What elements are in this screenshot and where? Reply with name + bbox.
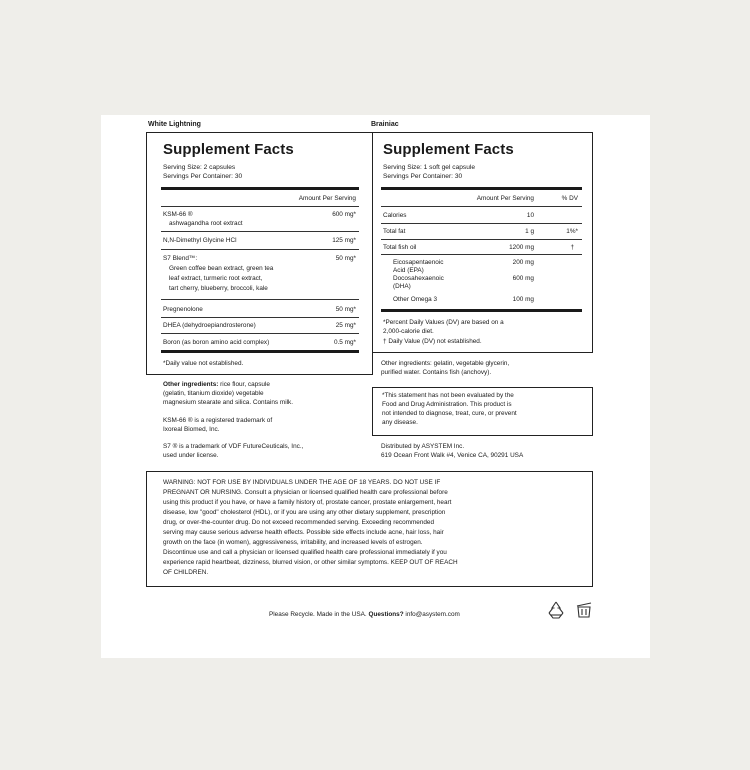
divider [381, 223, 582, 224]
right-serving-size: Serving Size: 1 soft gel capsule [383, 164, 475, 171]
row-amount: 25 mg* [335, 322, 356, 329]
row-name: KSM-66 ® [163, 211, 193, 218]
right-col-dv: % DV [561, 195, 578, 202]
row-name: DHEA (dehydroepiandrosterone) [163, 322, 256, 329]
distributor: Distributed by ASYSTEM Inc. [381, 443, 465, 450]
divider [161, 317, 359, 318]
divider [381, 187, 582, 190]
recycle-icon [545, 599, 567, 621]
text-line: not intended to diagnose, treat, cure, or prevent [382, 410, 517, 417]
divider [381, 254, 582, 255]
warning-line: growth on the face (in women), aggressiveness, irritability, and increased levels of estrogen. [163, 539, 423, 546]
left-serving-size: Serving Size: 2 capsules [163, 164, 236, 171]
row-name: Total fish oil [383, 244, 417, 251]
divider [161, 299, 359, 300]
warning-line: disease, low "good" cholesterol (HDL), or if you are using any other dietary supplement, prescription [163, 509, 446, 516]
left-product-name: White Lightning [148, 121, 201, 128]
row-name: N,N-Dimethyl Glycine HCl [163, 237, 237, 244]
row-name: Docosahexaenoic [393, 275, 444, 282]
warning-line: OF CHILDREN. [163, 569, 209, 576]
row-amount: 1 g [525, 228, 534, 235]
row-amount: 600 mg [512, 275, 534, 282]
left-servings-per-container: Servings Per Container: 30 [163, 173, 243, 180]
row-name: Acid (EPA) [393, 267, 424, 274]
left-other-ingredients [163, 381, 270, 390]
row-amount: 50 mg* [335, 255, 356, 262]
warning-line: serving may cause serious adverse health effects. Possible side effects include acne, hair loss, hair [163, 529, 444, 536]
row-name: leaf extract, turmeric root extract, [169, 275, 263, 282]
footer-email: info@asystem.com [403, 611, 460, 618]
divider [161, 249, 359, 250]
row-amount: 0.5 mg* [333, 339, 356, 346]
divider [161, 333, 359, 334]
row-amount: 50 mg* [335, 306, 356, 313]
left-column-header: Amount Per Serving [298, 195, 356, 202]
divider [381, 239, 582, 240]
row-name: Calories [383, 212, 407, 219]
row-amount: 600 mg* [332, 211, 356, 218]
right-other-ingredients: purified water. Contains fish (anchovy). [381, 369, 492, 376]
row-amount: 125 mg* [332, 237, 356, 244]
text-line: any disease. [382, 419, 418, 426]
text-line: S7 ® is a trademark of VDF FutureCeuticals, Inc., [163, 443, 304, 450]
fda-statement-box [372, 387, 593, 436]
distributor-address: 619 Ocean Front Walk #4, Venice CA, 90291 USA [381, 452, 524, 459]
left-facts-title: Supplement Facts [163, 141, 294, 158]
right-product-name: Brainiac [371, 121, 399, 128]
text-line: KSM-66 ® is a registered trademark of [163, 417, 273, 424]
warning-line: WARNING: NOT FOR USE BY INDIVIDUALS UNDER THE AGE OF 18 YEARS. DO NOT USE IF [163, 479, 441, 486]
row-name: Other Omega 3 [393, 296, 438, 303]
label-card [101, 115, 650, 658]
left-supplement-facts [146, 132, 373, 375]
text-line: magnesium stearate and silica. Contains milk. [163, 399, 294, 406]
row-name: tart cherry, blueberry, broccoli, kale [169, 285, 268, 292]
right-footnote: † Daily Value (DV) not established. [383, 338, 482, 345]
text-line: (gelatin, titanium dioxide) vegetable [163, 390, 264, 397]
row-name: Pregnenolone [163, 306, 203, 313]
row-amount: 200 mg [512, 259, 534, 266]
row-name: ashwagandha root extract [169, 220, 243, 227]
text-line: Ixoreal Biomed, Inc. [163, 426, 220, 433]
right-footnote: 2,000-calorie diet. [383, 328, 434, 335]
warning-line: Discontinue use and call a physician or licensed qualified health care professional immediately if you [163, 549, 447, 556]
row-amount: 100 mg [512, 296, 534, 303]
row-dv: † [570, 244, 574, 251]
warning-box [146, 471, 593, 587]
row-amount: 1200 mg [509, 244, 534, 251]
left-footnote: *Daily value not established. [163, 360, 244, 367]
warning-line: PREGNANT OR NURSING. Consult a physician or licensed qualified health care professional before [163, 489, 448, 496]
row-name: (DHA) [393, 283, 411, 290]
text-line: used under license. [163, 452, 219, 459]
warning-line: using this product if you have, or have a family history of, prostate cancer, prostate enlargement, heart [163, 499, 452, 506]
divider [161, 350, 359, 353]
divider [381, 309, 582, 312]
text-line: *This statement has not been evaluated by the [382, 392, 514, 399]
other-ingredients-label: Other ingredients: [163, 381, 219, 388]
right-footnote: *Percent Daily Values (DV) are based on a [383, 319, 504, 326]
row-name: Boron (as boron amino acid complex) [163, 339, 270, 346]
footer-recycle-text: Please Recycle. Made in the USA. [269, 611, 369, 618]
right-supplement-facts [372, 132, 593, 353]
footer-text [269, 611, 460, 620]
right-servings-per-container: Servings Per Container: 30 [383, 173, 463, 180]
divider [161, 187, 359, 190]
other-ingredients-text: rice flour, capsule [218, 381, 270, 388]
bin-icon [574, 601, 594, 619]
row-name: Green coffee bean extract, green tea [169, 265, 274, 272]
row-name: S7 Blend™: [163, 255, 198, 262]
right-col-amount: Amount Per Serving [476, 195, 534, 202]
text-line: Food and Drug Administration. This product is [382, 401, 512, 408]
row-dv: 1%* [566, 228, 578, 235]
row-amount: 10 [526, 212, 534, 219]
footer-questions: Questions? [368, 611, 404, 618]
row-name: Total fat [383, 228, 406, 235]
divider [381, 206, 582, 207]
right-other-ingredients: Other ingredients: gelatin, vegetable glycerin, [381, 360, 510, 367]
divider [161, 206, 359, 207]
right-facts-title: Supplement Facts [383, 141, 514, 158]
warning-line: drug, or over-the-counter drug. Do not exceed recommended serving. Exceeding recommended [163, 519, 435, 526]
divider [161, 231, 359, 232]
warning-line: experience rapid heartbeat, dizziness, blurred vision, or other similar symptoms. KEEP OUT OF REACH [163, 559, 458, 566]
row-name: Eicosapentaenoic [393, 259, 444, 266]
